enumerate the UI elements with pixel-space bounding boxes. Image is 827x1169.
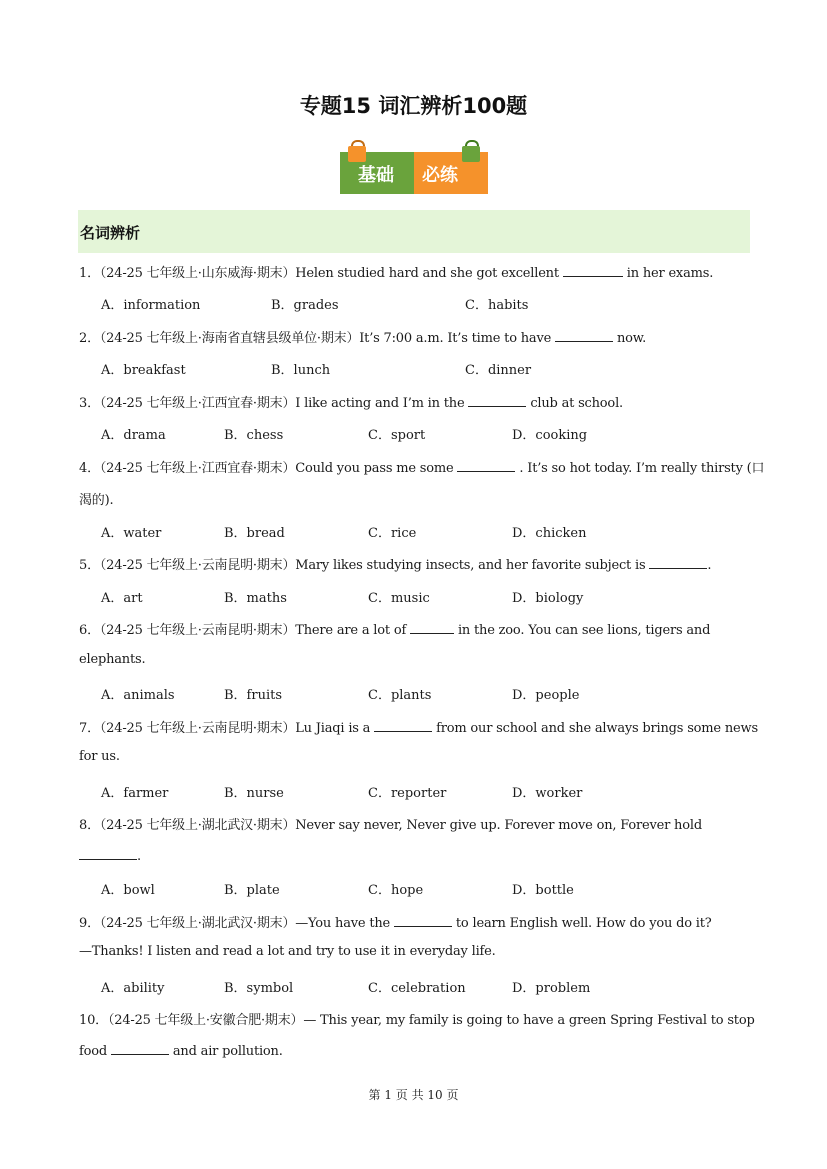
- option: C．dinner: [465, 363, 532, 378]
- question-6: 6．（24-25 七年级上·云南昆明·期末）There are a lot of in the zoo. You can see lions, tigers and: [79, 623, 711, 638]
- page-title: 专题15 词汇辨析100题: [299, 94, 528, 118]
- option: A．breakfast: [101, 363, 186, 378]
- answer-blank: [410, 621, 454, 634]
- option: B．chess: [224, 428, 284, 443]
- badge-right-text: 必练: [422, 165, 458, 186]
- option: A．drama: [101, 428, 166, 443]
- option: B．fruits: [224, 688, 283, 703]
- section-title: 名词辨析: [80, 224, 141, 242]
- answer-blank: [468, 394, 526, 407]
- option: D．biology: [512, 591, 584, 606]
- question-8: 8．（24-25 七年级上·湖北武汉·期末）Never say never, Never give up. Forever move on, Forever hold: [79, 818, 702, 833]
- question-4-continued: 渴的).: [79, 493, 114, 508]
- option: D．bottle: [512, 883, 574, 898]
- question-9-continued: —Thanks! I listen and read a lot and try to use it in everyday life.: [79, 944, 496, 959]
- option: C．reporter: [368, 786, 447, 801]
- answer-blank: [111, 1042, 169, 1055]
- option: D．cooking: [512, 428, 588, 443]
- question-3: 3．（24-25 七年级上·江西宜春·期末）I like acting and I’m in the club at school.: [79, 396, 623, 411]
- option: D．people: [512, 688, 580, 703]
- answer-blank: [649, 556, 707, 569]
- option: B．nurse: [224, 786, 284, 801]
- binder-clip-icon: [348, 146, 366, 162]
- option: D．chicken: [512, 526, 587, 541]
- question-5: 5．（24-25 七年级上·云南昆明·期末）Mary likes studying insects, and her favorite subject is .: [79, 558, 712, 573]
- option: C．rice: [368, 526, 417, 541]
- option: B．maths: [224, 591, 287, 606]
- option: C．habits: [465, 298, 529, 313]
- option: B．grades: [271, 298, 339, 313]
- question-10-continued: food and air pollution.: [79, 1044, 283, 1059]
- page-footer: 第 1 页 共 10 页: [368, 1088, 459, 1102]
- option: B．lunch: [271, 363, 331, 378]
- option: D．problem: [512, 981, 591, 996]
- question-2: 2．（24-25 七年级上·海南省直辖县级单位·期末）It’s 7:00 a.m. It’s time to have now.: [79, 331, 647, 346]
- question-6-continued: elephants.: [79, 652, 146, 667]
- option: A．farmer: [101, 786, 169, 801]
- option: C．music: [368, 591, 430, 606]
- question-8-continued: .: [79, 847, 141, 864]
- answer-blank: [563, 264, 623, 277]
- option: A．ability: [101, 981, 165, 996]
- option: A．art: [101, 591, 143, 606]
- option: B．bread: [224, 526, 285, 541]
- question-7-continued: for us.: [79, 749, 120, 764]
- answer-blank: [79, 847, 137, 860]
- option: C．celebration: [368, 981, 466, 996]
- option: A．information: [101, 298, 201, 313]
- option: C．plants: [368, 688, 432, 703]
- answer-blank: [394, 914, 452, 927]
- option: C．hope: [368, 883, 424, 898]
- badge-left-text: 基础: [358, 165, 394, 186]
- answer-blank: [555, 329, 613, 342]
- option: B．symbol: [224, 981, 294, 996]
- section-header: [78, 210, 750, 253]
- answer-blank: [457, 459, 515, 472]
- question-9: 9．（24-25 七年级上·湖北武汉·期末）—You have the to learn English well. How do you do it?: [79, 916, 712, 931]
- option: C．sport: [368, 428, 426, 443]
- section-badge: [340, 146, 488, 194]
- option: B．plate: [224, 883, 280, 898]
- question-7: 7．（24-25 七年级上·云南昆明·期末）Lu Jiaqi is a from our school and she always brings some news: [79, 721, 758, 736]
- answer-blank: [374, 719, 432, 732]
- binder-clip-icon: [462, 146, 480, 162]
- question-4: 4．（24-25 七年级上·江西宜春·期末）Could you pass me some . It’s so hot today. I’m really thirsty (口: [79, 461, 765, 476]
- option: A．animals: [101, 688, 175, 703]
- question-10: 10．（24-25 七年级上·安徽合肥·期末）— This year, my family is going to have a green Spring Festival to stop: [79, 1013, 755, 1028]
- option: A．water: [101, 526, 162, 541]
- question-1: 1．（24-25 七年级上·山东威海·期末）Helen studied hard and she got excellent in her exams.: [79, 266, 714, 281]
- option: A．bowl: [101, 883, 155, 898]
- option: D．worker: [512, 786, 583, 801]
